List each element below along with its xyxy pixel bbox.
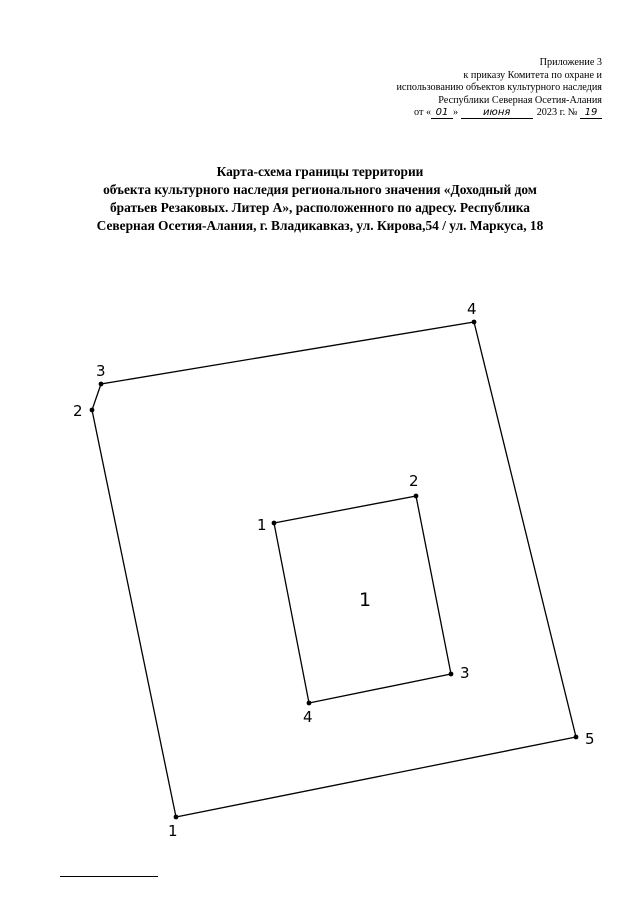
- date-prefix: от «: [413, 107, 432, 119]
- date-mid: »: [453, 107, 459, 119]
- title-line-1: Карта-схема границы территории: [216, 164, 424, 179]
- outer-label-3: 3: [96, 362, 106, 380]
- appendix-republic: Республики Северная Осетия-Алания: [438, 94, 602, 106]
- footnote-divider: [60, 876, 158, 877]
- outer-label-1: 1: [168, 822, 178, 840]
- outer-label-4: 4: [467, 300, 477, 318]
- outer-vertex-4: [472, 320, 477, 325]
- title-line-2: объекта культурного наследия регионального значения «Доходный дом: [103, 182, 537, 197]
- handwritten-order-number: 19: [580, 108, 602, 119]
- date-year: 2023 г. №: [536, 107, 578, 119]
- outer-vertex-1: [174, 815, 179, 820]
- building-label: 1: [359, 589, 372, 611]
- inner-vertex-1: [272, 521, 277, 526]
- appendix-committee: использованию объектов культурного наследия: [396, 82, 602, 94]
- inner-vertex-4: [307, 701, 312, 706]
- handwritten-day: 01: [431, 108, 453, 119]
- inner-label-2: 2: [409, 472, 419, 490]
- appendix-order-ref: к приказу Комитета по охране и: [463, 69, 602, 81]
- outer-label-5: 5: [585, 730, 595, 748]
- title-line-4: Северная Осетия-Алания, г. Владикавказ, ул. Кирова,54 / ул. Маркуса, 18: [96, 218, 544, 233]
- inner-vertex-3: [449, 672, 454, 677]
- outer-label-2: 2: [73, 402, 83, 420]
- outer-vertex-2: [90, 408, 95, 413]
- appendix-number: Приложение 3: [539, 57, 602, 68]
- title-line-3: братьев Резаковых. Литер А», расположенного по адресу. Республика: [109, 200, 530, 215]
- handwritten-month: июня: [461, 108, 533, 119]
- inner-label-4: 4: [303, 708, 313, 726]
- outer-vertex-5: [574, 735, 579, 740]
- outer-vertex-3: [99, 382, 104, 387]
- inner-label-1: 1: [257, 516, 267, 534]
- inner-vertex-2: [414, 494, 419, 499]
- inner-label-3: 3: [460, 664, 470, 682]
- outer-boundary: [92, 322, 576, 817]
